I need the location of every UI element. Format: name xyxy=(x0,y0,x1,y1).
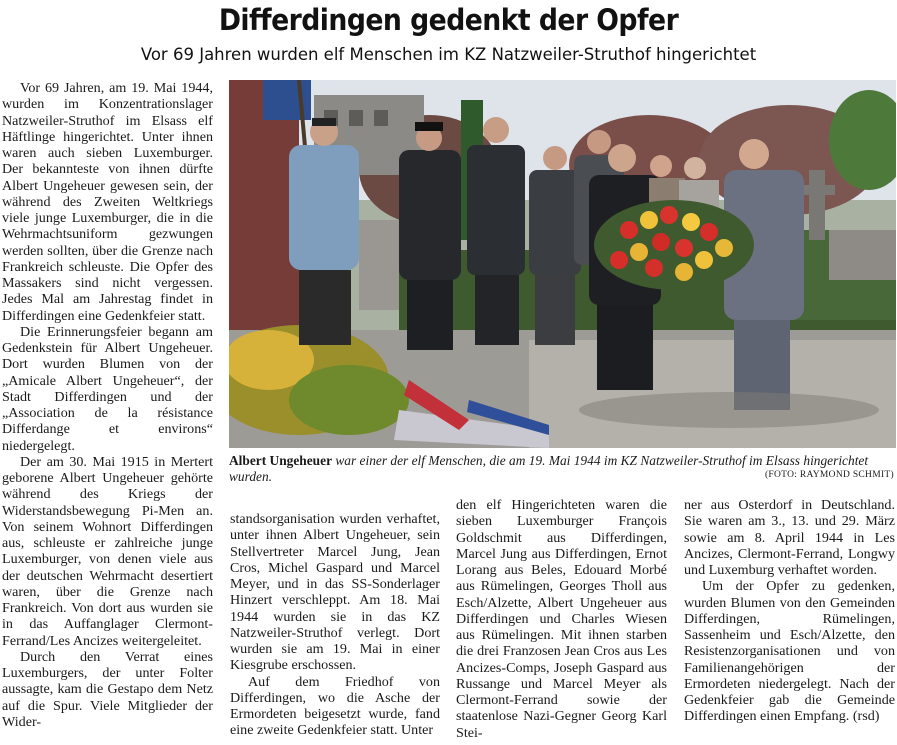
photo-credit: (FOTO: RAYMOND SCHMIT) xyxy=(764,470,894,480)
paragraph: ner aus Osterdorf in Deutschland. Sie waren am 3., 13. und 29. März sowie am 8. April 1944 in Les Ancizes, Clermont-Ferrand, Longwy und Luxemburg verhaftet worden. xyxy=(684,497,895,578)
paragraph-text: Um der Opfer zu gedenken, wurden Blumen von den Gemeinden Differdingen, Rümelingen, Sassenheim und Esch/Alzette, den Resistenzorganisationen und von Familienangehörigen der Ermordeten niedergelegt. Nach der Gedenkfeier gab die Gemeinde Differdingen einen Empfang. xyxy=(684,578,895,725)
paragraph: den elf Hingerichteten waren die sieben Luxemburger François Goldschmit aus Differdingen, Marcel Jung aus Differdingen, Ernot Lorang aus Beles, Edouard Morbé aus Rümelingen, Georges Tholl aus Esch/Alzette, Albert Ungeheuer aus Differdingen und Charles Wiesen aus Rümelingen. Mit ihnen starben die drei Franzosen Jean Cros aus Les Ancizes-Comps, Joseph Gaspard aus Russange und Marcel Meyer als Clermont-Ferrand sowie der staatenlose Nazi-Gegner Georg Karl Stei- xyxy=(456,497,667,741)
caption-name: Albert Ungeheuer xyxy=(229,453,333,468)
paragraph: Der am 30. Mai 1915 in Mertert geborene Albert Ungeheuer gehörte während des Kriegs der Widerstandsbewegung Pi-Men an. Von seinem Wohnort Differdingen aus, schleuste er zahlreiche junge Luxemburger, von denen viele aus der deutschen Wehrmacht desertiert waren, über die Grenze nach Frankreich. Von dort aus wurden sie in das Auffanglager Clermont-Ferrand/Les Ancizes weitergeleitet. xyxy=(2,453,213,649)
paragraph xyxy=(684,578,895,724)
news-photo xyxy=(229,80,896,448)
subheadline: Vor 69 Jahren wurden elf Menschen im KZ Natzweiler-Struthof hingerichtet xyxy=(140,45,757,64)
article-column-3 xyxy=(456,497,667,741)
author-signature: (rsd) xyxy=(852,708,880,725)
caption-text: war einer der elf Menschen, die am 19. Mai 1944 im KZ Natzweiler-Struthof im Elsass hingerichtet wurden. xyxy=(229,453,869,484)
paragraph: Durch den Verrat eines Luxemburgers, der unter Folter aussagte, kam die Gestapo dem Netz auf die Spur. Viele Mitglieder der Wider- xyxy=(2,648,213,730)
article-column-2 xyxy=(230,511,440,739)
article-column-4 xyxy=(684,497,895,725)
headline: Differdingen gedenkt der Opfer xyxy=(218,3,679,37)
paragraph: Vor 69 Jahren, am 19. Mai 1944, wurden im Konzentrationslager Natzweiler-Struthof im Elsass elf Häftlinge hingerichtet. Unter ihnen waren auch sieben Luxemburger. Der bekannteste von ihnen dürfte Albert Ungeheuer gewesen sein, der während des Zweiten Weltkriegs viele junge Luxemburger, die in die Wehrmachtsuniform gezwungen werden sollten, über die Grenze nach Frankreich schleuste. Die Opfer des Massakers sind nicht vergessen. Jedes Mal am Jahrestag findet in Differdingen eine Gedenkfeier statt. xyxy=(2,80,213,324)
paragraph: Auf dem Friedhof von Differdingen, wo die Asche der Ermordeten beigesetzt wurde, fand eine zweite Gedenkfeier statt. Unter xyxy=(230,673,440,739)
paragraph: Die Erinnerungsfeier begann am Gedenkstein für Albert Ungeheuer. Dort wurden Blumen von der „Amicale Albert Ungeheuer“, der Stadt Differdingen und der „Association de la résistance Differdange et environs“ niedergelegt. xyxy=(2,323,213,454)
article-column-1 xyxy=(2,80,213,730)
paragraph: standsorganisation wurden verhaftet, unter ihnen Albert Ungeheuer, sein Stellvertreter Marcel Jung, Jean Cros, Michel Gaspard und Marcel Meyer, und in das SS-Sonderlager Hinzert verschleppt. Am 18. Mai 1944 wurden sie in das KZ Natzweiler-Struthof verlegt. Dort wurden sie am 19. Mai in einer Kiesgrube erschossen. xyxy=(230,511,440,674)
memorial-ceremony-photo xyxy=(229,80,896,448)
